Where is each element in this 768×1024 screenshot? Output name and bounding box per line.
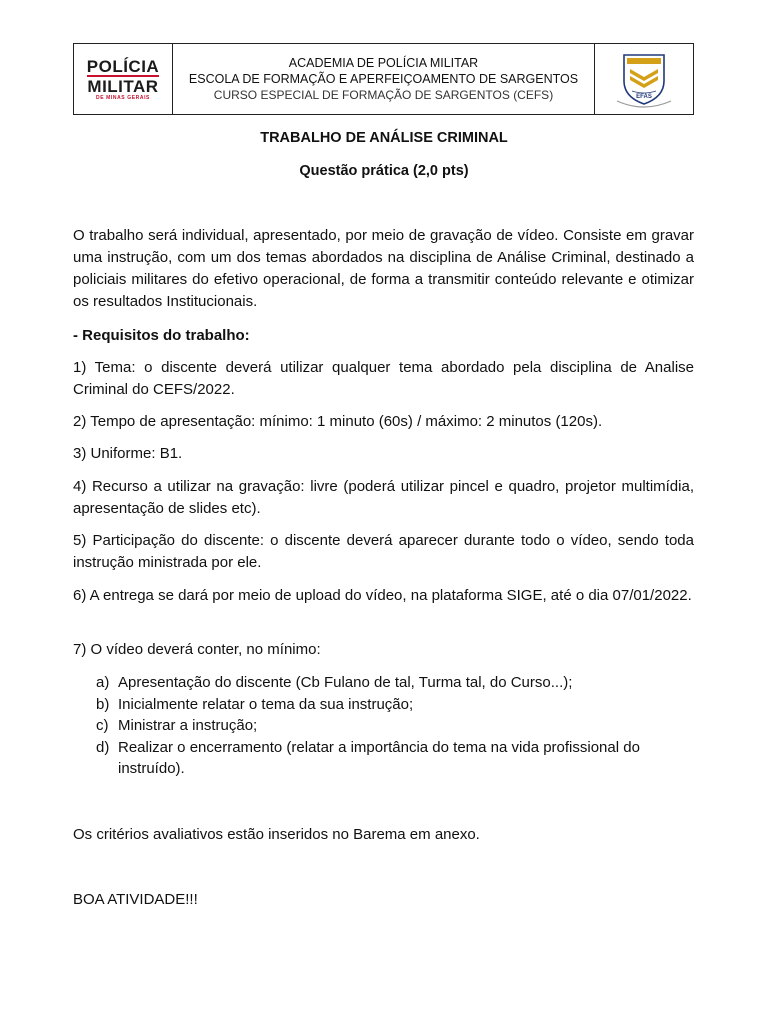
requirement-item-6: 6) A entrega se dará por meio de upload do vídeo, na plataforma SIGE, até o dia 07/01/2022. [73,587,692,604]
header-school: ESCOLA DE FORMAÇÃO E APERFEIÇOAMENTO DE SARGENTOS [188,72,579,86]
list-item [96,737,694,780]
document-header [73,43,694,115]
list-item-label: a) [96,674,110,691]
policia-militar-logo [74,44,173,114]
requirement-item-5: 5) Participação do discente: o discente deverá aparecer durante todo o vídeo, sendo toda instrução ministrada por ele. [73,532,694,571]
requirement-item-3: 3) Uniforme: B1. [73,445,183,462]
logo-word-militar: MILITAR [87,76,159,96]
requirement-item-7: 7) O vídeo deverá conter, no mínimo: [73,641,321,658]
intro-paragraph: O trabalho será individual, apresentado, por meio de gravação de vídeo. Consiste em gravar uma instrução, com um dos temas abordados na disciplina de Análise Criminal, destinado a policiais militares do efetivo operacional, de forma a transmitir conteúdo relevante e otimizar os resultados Institucionais. [73,227,694,310]
video-content-list [96,672,694,780]
requirement-item-1: 1) Tema: o discente deverá utilizar qualquer tema abordado pela disciplina de Analise Criminal do CEFS/2022. [73,359,694,398]
list-item-text: Inicialmente relatar o tema da sua instrução; [118,695,414,713]
list-item [96,715,694,737]
list-item-label: d) [96,738,110,756]
requirements-heading: - Requisitos do trabalho: [73,327,250,344]
header-institution-text [173,44,594,114]
efas-emblem-icon [613,49,675,109]
list-item [96,672,694,694]
list-item-label: b) [96,695,110,713]
list-item-label: c) [96,717,109,735]
list-item-text: Realizar o encerramento (relatar a importância do tema na vida profissional do instruído). [118,738,640,778]
header-course: CURSO ESPECIAL DE FORMAÇÃO DE SARGENTOS (CEFS) [213,88,554,102]
header-academy: ACADEMIA DE POLÍCIA MILITAR [288,56,479,70]
list-item [96,694,694,716]
list-item-text: Ministrar a instrução; [118,717,258,735]
efas-emblem-label: EFAS [636,94,652,100]
list-item-text: Apresentação do discente (Cb Fulano de tal, Turma tal, do Curso...); [118,674,573,691]
requirement-item-2: 2) Tempo de apresentação: mínimo: 1 minuto (60s) / máximo: 2 minutos (120s). [73,413,603,430]
logo-word-policia: POLÍCIA [86,56,160,76]
document-subtitle: Questão prática (2,0 pts) [299,163,469,179]
closing-message: BOA ATIVIDADE!!! [73,891,198,908]
criteria-note: Os critérios avaliativos estão inseridos no Barema em anexo. [73,826,480,843]
document-title: TRABALHO DE ANÁLISE CRIMINAL [260,130,508,146]
efas-emblem [594,44,693,114]
logo-word-minas-gerais: DE MINAS GERAIS [95,94,150,101]
requirement-item-4: 4) Recurso a utilizar na gravação: livre (poderá utilizar pincel e quadro, projetor multimídia, apresentação de slides etc). [73,478,694,517]
